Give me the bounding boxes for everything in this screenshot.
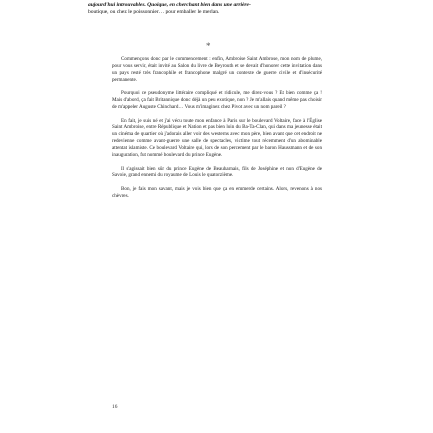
cut-off-first-line: aujourd'hui introuvables. Quoique, en cherchant bien dans une arrière- [88,2,251,8]
paragraph-3: En fait, je suis né et j'ai vécu toute mon enfance à Paris sur le boulevard Voltaire, face à l'Église Saint Ambroise, entre République et Nation et pas bien loin du Ba-Ta-Clan, qui dans ma jeunesse était un cinéma de quartier où j'adorais aller voir des westerns avec mon père, bien avant que cet endroit ne redevienne comme avant-guerre une salle de spectacles, victime tout récemment d'un abominable attentat islamiste. Ce boulevard Voltaire qui, lors de son percement par le baron Haussmann et de son inauguration, fut nommé boulevard du prince Eugène. [112,117,322,159]
paragraph-4: Il s'agissait bien sûr du prince Eugène de Beauharnais, fils de Joséphine et non d'Eugène de Savoie, grand ennemi du royaume de Louis le quatorzième. [112,165,322,179]
paragraph-2: Pourquoi ce pseudonyme littéraire compliqué et ridicule, me direz-vous ? Et bien comme ça ! Mais d'abord, ça fait Britannique donc déjà un peu exotique, non ? Je m'allais quand même pas choisir de m'appeler Auguste Chinchard… Vous m'imaginez chez Pivot avec un nom pareil ? [112,90,322,111]
paragraph-5: Bon, je fais mon savant, mais je vois bien que ça en emmerde certains. Alors, revenons à nos chèvres. [112,185,322,199]
page-header-text [88,2,408,16]
header-second-line: boutique, ou chez le poissonnier… pour emballer le merlan. [88,9,220,16]
section-separator: * [206,41,211,51]
page-number: 16 [112,404,118,410]
paragraph-1: Commençons donc par le commencement : enfin, Ambroise Saint Ambrose, mon nom de plume, pour vous servir, était invité au Salon du livre de Beyrouth et se devait d'honorer cette invitation dans un pays resté très francophile et francophone malgré un contexte de guerre civile et d'insécurité permanente. [112,56,322,83]
body-text [112,56,322,206]
